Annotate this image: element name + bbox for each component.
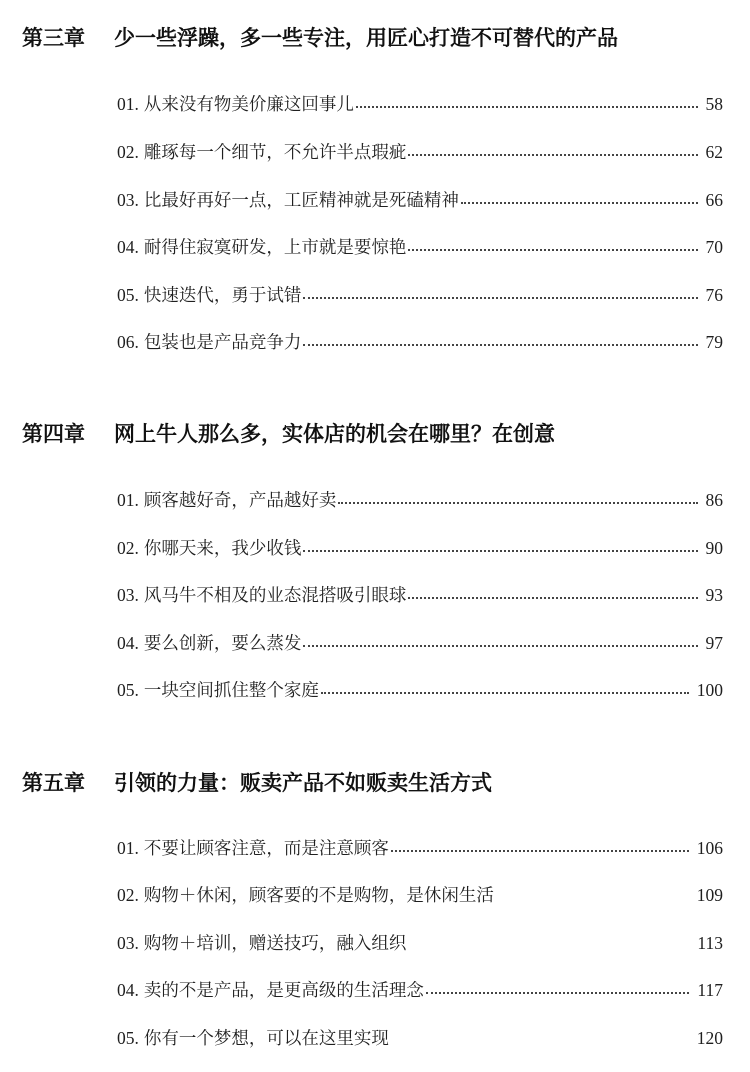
- chapter-title: [22, 18, 618, 58]
- toc-entry[interactable]: [117, 833, 723, 863]
- entry-number: 01.: [117, 490, 139, 510]
- entry-number: 02.: [117, 538, 139, 558]
- toc-entry[interactable]: [117, 485, 723, 515]
- entry-title: 比最好再好一点，工匠精神就是死磕精神: [143, 191, 459, 211]
- page-number: 97: [705, 633, 723, 653]
- toc-entry[interactable]: [117, 280, 723, 310]
- chapter-heading: 引领的力量：贩卖产品不如贩卖生活方式: [114, 770, 492, 795]
- entry-title: 风马牛不相及的业态混搭吸引眼球: [143, 586, 407, 606]
- dot-leader: [321, 692, 689, 694]
- entry-title: 顾客越好奇，产品越好卖: [143, 491, 337, 511]
- entry-title: 不要让顾客注意，而是注意顾客: [143, 839, 389, 859]
- page-number: 120: [696, 1028, 723, 1048]
- toc-entry[interactable]: [117, 675, 723, 705]
- toc-entry[interactable]: [117, 1023, 723, 1053]
- entry-number: 05.: [117, 285, 139, 305]
- chapter-heading: 网上牛人那么多，实体店的机会在哪里？在创意: [114, 421, 555, 446]
- chapter-heading: 少一些浮躁，多一些专注，用匠心打造不可替代的产品: [114, 25, 618, 50]
- entry-title: 耐得住寂寞研发，上市就是要惊艳: [143, 238, 407, 258]
- toc-entry[interactable]: [117, 880, 723, 910]
- dot-leader: [303, 550, 697, 552]
- entry-number: 03.: [117, 190, 139, 210]
- entry-title: 一块空间抓住整个家庭: [143, 681, 319, 701]
- entry-number: 04.: [117, 237, 139, 257]
- chapter-label: 第三章: [22, 25, 85, 50]
- page-number: 70: [705, 237, 723, 257]
- entry-number: 06.: [117, 332, 139, 352]
- entry-number: 01.: [117, 94, 139, 114]
- page-number: 62: [705, 142, 723, 162]
- entry-number: 02.: [117, 142, 139, 162]
- entry-number: 04.: [117, 980, 139, 1000]
- chapter-title: [22, 763, 492, 803]
- page-number: 86: [705, 490, 723, 510]
- toc-entry[interactable]: [117, 232, 723, 262]
- entry-number: 02.: [117, 885, 139, 905]
- page-number: 93: [705, 585, 723, 605]
- entry-number: 03.: [117, 585, 139, 605]
- toc-entry[interactable]: [117, 89, 723, 119]
- dot-leader: [426, 992, 690, 994]
- toc-entry[interactable]: [117, 928, 723, 958]
- entry-title: 卖的不是产品，是更高级的生活理念: [143, 981, 424, 1001]
- page-number: 100: [696, 680, 723, 700]
- dot-leader: [303, 344, 697, 346]
- dot-leader: [408, 154, 697, 156]
- chapter-label: 第四章: [22, 421, 85, 446]
- entry-title: 雕琢每一个细节，不允许半点瑕疵: [143, 143, 407, 163]
- entry-title: 你有一个梦想，可以在这里实现: [143, 1029, 389, 1049]
- entry-title: 从来没有物美价廉这回事儿: [143, 95, 354, 115]
- toc-entry[interactable]: [117, 137, 723, 167]
- chapter-title: [22, 414, 555, 454]
- page-number: 79: [705, 332, 723, 352]
- toc-entry[interactable]: [117, 533, 723, 563]
- page-number: 113: [697, 933, 723, 953]
- entry-title: 购物＋休闲，顾客要的不是购物，是休闲生活: [143, 886, 494, 906]
- entry-title: 你哪天来，我少收钱: [143, 539, 302, 559]
- entry-number: 05.: [117, 680, 139, 700]
- entry-number: 05.: [117, 1028, 139, 1048]
- dot-leader: [391, 850, 689, 852]
- page-number: 106: [696, 838, 723, 858]
- toc-entry[interactable]: [117, 975, 723, 1005]
- entry-title: 快速迭代，勇于试错: [143, 286, 302, 306]
- dot-leader: [356, 106, 698, 108]
- page-number: 109: [696, 885, 723, 905]
- page-number: 117: [697, 980, 723, 1000]
- page-number: 76: [705, 285, 723, 305]
- dot-leader: [303, 645, 697, 647]
- dot-leader: [391, 1040, 689, 1042]
- page-number: 66: [705, 190, 723, 210]
- entry-number: 03.: [117, 933, 139, 953]
- page-number: 90: [705, 538, 723, 558]
- dot-leader: [461, 202, 698, 204]
- toc-entry[interactable]: [117, 185, 723, 215]
- dot-leader: [408, 249, 697, 251]
- entry-title: 包装也是产品竞争力: [143, 333, 302, 353]
- dot-leader: [408, 945, 689, 947]
- dot-leader: [408, 597, 697, 599]
- entry-title: 购物＋培训，赠送技巧，融入组织: [143, 934, 407, 954]
- dot-leader: [338, 502, 697, 504]
- page-number: 58: [705, 94, 723, 114]
- entry-number: 01.: [117, 838, 139, 858]
- dot-leader: [303, 297, 697, 299]
- toc-entry[interactable]: [117, 327, 723, 357]
- toc-entry[interactable]: [117, 580, 723, 610]
- dot-leader: [496, 897, 689, 899]
- chapter-label: 第五章: [22, 770, 85, 795]
- entry-number: 04.: [117, 633, 139, 653]
- toc-entry[interactable]: [117, 628, 723, 658]
- entry-title: 要么创新，要么蒸发: [143, 634, 302, 654]
